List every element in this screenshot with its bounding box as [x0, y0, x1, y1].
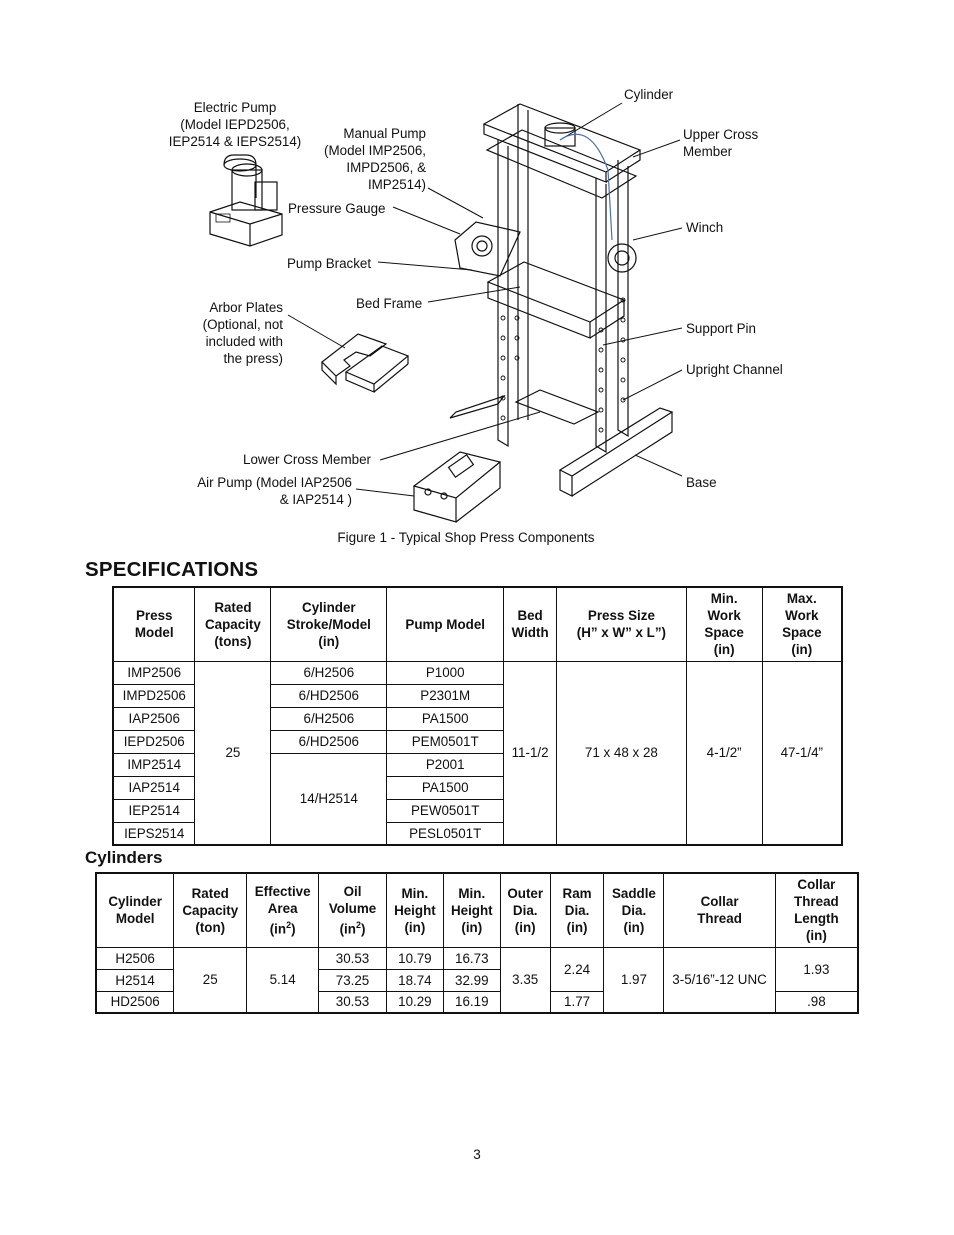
header-collar-thread-length: Collar Thread Length (in) [775, 873, 858, 947]
rated-capacity: 25 [195, 661, 271, 845]
cylinder-stroke: 6/H2506 [271, 707, 387, 730]
pump-model: P1000 [387, 661, 504, 684]
header-max-work-space: Max. Work Space (in) [762, 587, 842, 661]
header-oil-volume: Oil Volume $(in^2)$ [319, 873, 387, 947]
max-work-space: 47-1/4” [762, 661, 842, 845]
press-model: IAP2514 [113, 776, 195, 799]
header-press-model: Press Model [113, 587, 195, 661]
min-height-2: 16.19 [443, 991, 500, 1013]
cylinder-model: H2506 [96, 947, 174, 969]
bed-width: 11-1/2 [504, 661, 557, 845]
oil-volume: 73.25 [319, 969, 387, 991]
label-base: Base [686, 475, 717, 490]
pump-model: P2001 [387, 753, 504, 776]
press-size: 71 x 48 x 28 [557, 661, 687, 845]
table-header-row [113, 587, 842, 661]
saddle-dia: 1.97 [604, 947, 664, 1013]
specifications-table [112, 586, 843, 846]
pump-model: PA1500 [387, 707, 504, 730]
label-electric-pump: Electric Pump (Model IEPD2506, IEP2514 & IEPS2514) [168, 100, 302, 149]
electric-pump-drawing [210, 155, 282, 246]
press-frame-drawing [450, 104, 672, 496]
cylinder-stroke: 6/H2506 [271, 661, 387, 684]
cylinder-stroke: 14/H2514 [271, 753, 387, 845]
oil-volume: 30.53 [319, 991, 387, 1013]
collar-thread-length: 1.93 [775, 947, 858, 991]
ram-dia: 2.24 [550, 947, 604, 991]
header-outer-dia: Outer Dia. (in) [500, 873, 550, 947]
min-height: 10.29 [386, 991, 443, 1013]
specifications-heading: SPECIFICATIONS [85, 558, 259, 581]
header-press-size: Press Size (H” x W” x L”) [557, 587, 687, 661]
header-bed-width: Bed Width [504, 587, 557, 661]
label-cylinder: Cylinder [624, 87, 674, 102]
oil-volume: 30.53 [319, 947, 387, 969]
cylinder-model: H2514 [96, 969, 174, 991]
cylinders-table [95, 872, 859, 1014]
header-collar-thread: Collar Thread [664, 873, 775, 947]
label-pressure-gauge: Pressure Gauge [288, 201, 386, 216]
cylinder-model: HD2506 [96, 991, 174, 1013]
min-height-2: 16.73 [443, 947, 500, 969]
pump-model: PEW0501T [387, 799, 504, 822]
outer-dia: 3.35 [500, 947, 550, 1013]
header-min-height-2: Min. Height (in) [443, 873, 500, 947]
cylinder-stroke: 6/HD2506 [271, 684, 387, 707]
press-model: IEPD2506 [113, 730, 195, 753]
min-height: 18.74 [386, 969, 443, 991]
press-model: IEPS2514 [113, 822, 195, 845]
press-model: IEP2514 [113, 799, 195, 822]
figure-caption: Figure 1 - Typical Shop Press Components [337, 530, 595, 545]
press-diagram [0, 0, 954, 560]
press-model: IMPD2506 [113, 684, 195, 707]
header-effective-area: Effective Area $(in^2)$ [247, 873, 319, 947]
collar-thread: 3-5/16”-12 UNC [664, 947, 775, 1013]
label-upright-channel: Upright Channel [686, 362, 783, 377]
ram-dia: 1.77 [550, 991, 604, 1013]
header-rated-capacity: Rated Capacity (ton) [174, 873, 247, 947]
cylinders-heading: Cylinders [85, 848, 163, 867]
header-min-height: Min. Height (in) [386, 873, 443, 947]
label-manual-pump: Manual Pump (Model IMP2506, IMPD2506, & IMP2514) [324, 126, 426, 192]
header-rated-capacity: Rated Capacity (tons) [195, 587, 271, 661]
header-cylinder-model: Cylinder Model [96, 873, 174, 947]
table-row [113, 661, 842, 684]
rated-capacity: 25 [174, 947, 247, 1013]
label-pump-bracket: Pump Bracket [287, 256, 372, 271]
label-support-pin: Support Pin [686, 321, 756, 336]
label-arbor-plates: Arbor Plates (Optional, not included with the press) [202, 300, 283, 366]
table-row [96, 947, 858, 969]
min-height: 10.79 [386, 947, 443, 969]
header-min-work-space: Min. Work Space (in) [686, 587, 762, 661]
shop-press-figure [0, 0, 954, 560]
cylinder-stroke: 6/HD2506 [271, 730, 387, 753]
pump-model: PESL0501T [387, 822, 504, 845]
header-cylinder-stroke: Cylinder Stroke/Model (in) [271, 587, 387, 661]
collar-thread-length: .98 [775, 991, 858, 1013]
press-model: IAP2506 [113, 707, 195, 730]
label-air-pump: Air Pump (Model IAP2506 & IAP2514 ) [197, 475, 352, 507]
effective-area: 5.14 [247, 947, 319, 1013]
air-pump-drawing [414, 452, 500, 522]
label-bed-frame: Bed Frame [356, 296, 423, 311]
press-model: IMP2506 [113, 661, 195, 684]
page-number: 3 [473, 1147, 481, 1162]
header-ram-dia: Ram Dia. (in) [550, 873, 604, 947]
header-saddle-dia: Saddle Dia. (in) [604, 873, 664, 947]
pump-model: PA1500 [387, 776, 504, 799]
label-upper-cross-member: Upper Cross Member [683, 127, 759, 159]
press-model: IMP2514 [113, 753, 195, 776]
header-pump-model: Pump Model [387, 587, 504, 661]
min-height-2: 32.99 [443, 969, 500, 991]
pump-model: PEM0501T [387, 730, 504, 753]
min-work-space: 4-1/2” [686, 661, 762, 845]
label-winch: Winch [686, 220, 724, 235]
pump-model: P2301M [387, 684, 504, 707]
label-lower-cross-member: Lower Cross Member [243, 452, 371, 467]
table-header-row [96, 873, 858, 947]
